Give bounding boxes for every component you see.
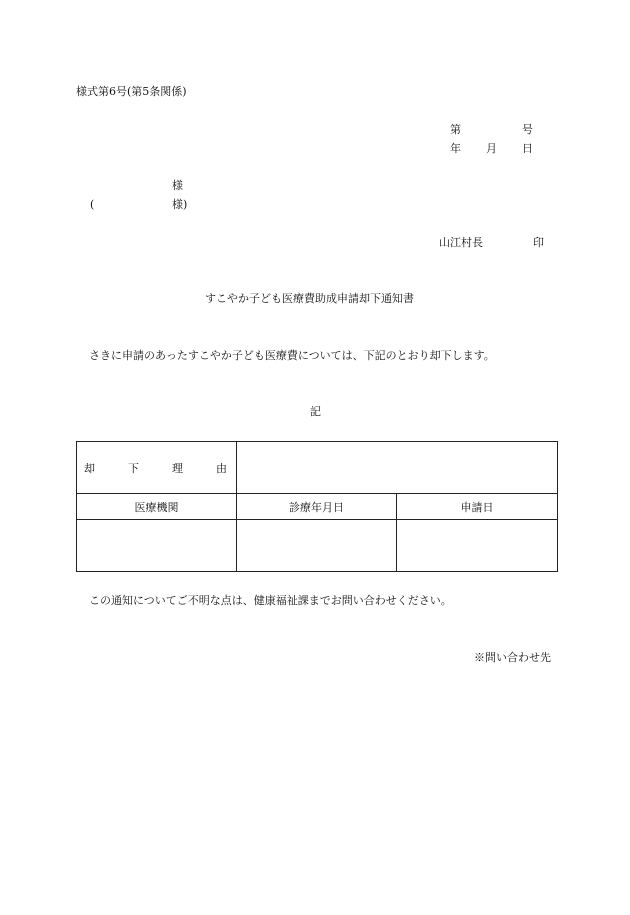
doc-number-prefix: 第 bbox=[450, 123, 461, 136]
document-title: すこやか子ども医療費助成申請却下通知書 bbox=[205, 292, 414, 305]
reason-value-cell[interactable] bbox=[237, 442, 558, 494]
doc-number-suffix: 号 bbox=[522, 123, 533, 136]
cell-treatment-date[interactable] bbox=[237, 520, 397, 572]
date-day: 日 bbox=[522, 142, 533, 155]
date-month: 月 bbox=[486, 142, 497, 155]
cell-medical-institution[interactable] bbox=[77, 520, 237, 572]
reason-label-char: 下 bbox=[128, 461, 139, 475]
body-text: さきに申請のあったすこやか子ども医療費については、下記のとおり却下します。 bbox=[89, 349, 495, 362]
seal-mark: 印 bbox=[533, 236, 544, 249]
reason-label-char: 由 bbox=[216, 461, 227, 475]
recipient-paren-honorific: 様) bbox=[172, 198, 188, 211]
cell-application-date[interactable] bbox=[397, 520, 558, 572]
date-year: 年 bbox=[450, 142, 461, 155]
header-application-date: 申請日 bbox=[397, 494, 558, 520]
table-header-row bbox=[77, 494, 558, 520]
reason-table bbox=[76, 441, 558, 572]
form-number: 様式第6号(第5条関係) bbox=[76, 85, 187, 98]
recipient-paren-open: ( bbox=[90, 198, 95, 211]
ki-heading: 記 bbox=[310, 405, 321, 418]
reason-label-char: 理 bbox=[172, 461, 183, 475]
footer-note: この通知についてご不明な点は、健康福祉課までお問い合わせください。 bbox=[89, 594, 452, 607]
sender-title: 山江村長 bbox=[439, 236, 483, 249]
reason-row bbox=[77, 442, 558, 494]
header-medical-institution: 医療機関 bbox=[77, 494, 237, 520]
contact-label: ※問い合わせ先 bbox=[474, 651, 551, 664]
reason-label-cell bbox=[77, 442, 237, 494]
header-treatment-date: 診療年月日 bbox=[237, 494, 397, 520]
recipient-honorific: 様 bbox=[172, 179, 183, 192]
reason-label-char: 却 bbox=[84, 461, 95, 475]
table-row bbox=[77, 520, 558, 572]
